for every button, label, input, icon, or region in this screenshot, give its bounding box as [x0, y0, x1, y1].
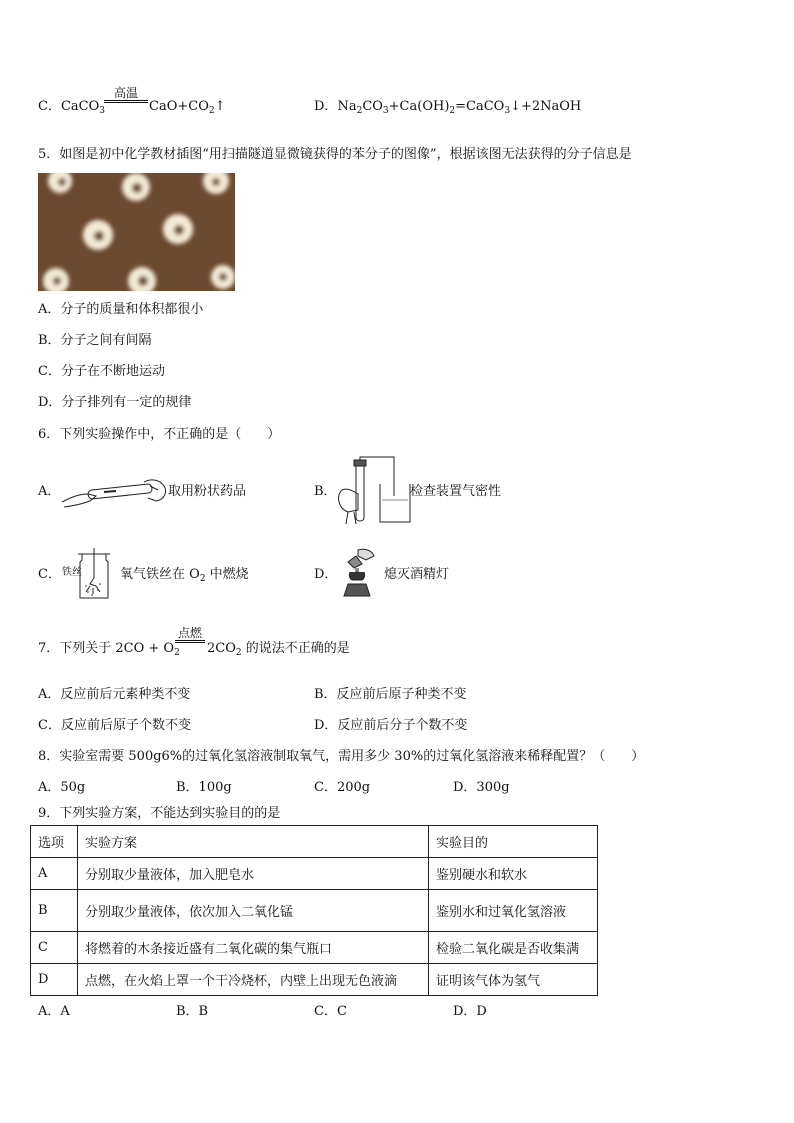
q9-option-c: C．C: [314, 1004, 347, 1019]
header-purpose: 实验目的: [429, 826, 598, 858]
reaction-condition-high-temp: 高温: [104, 86, 148, 103]
q7-stem-right: $2CO_2$ 的说法不正确的是: [207, 641, 350, 658]
table-row: [31, 964, 598, 996]
q4-option-c-product: $CaO+CO_2↑$: [149, 99, 226, 116]
cell-purpose: 证明该气体为氢气: [429, 964, 598, 996]
q8-stem: 8．实验室需要 500g6%的过氧化氢溶液制取氧气，需用多少 30%的过氧化氢溶液来稀释配置？（ ）: [38, 749, 645, 764]
equals-rule: [175, 640, 205, 643]
table-row: [31, 890, 598, 932]
q6-option-b-label: B．: [314, 484, 337, 499]
cell-option: B: [31, 890, 78, 932]
q8-option-c: C．200g: [314, 780, 371, 795]
option-label: C．: [38, 99, 61, 114]
q7-option-c: C．反应前后原子个数不变: [38, 718, 191, 733]
header-option: 选项: [31, 826, 78, 858]
cell-option: A: [31, 858, 78, 890]
reaction-condition-ignite: 点燃: [175, 626, 205, 643]
q4-option-c: C．CaCO$_3$: [38, 99, 105, 116]
table-row: [31, 858, 598, 890]
q6-option-a-text: 取用粉状药品: [168, 484, 247, 499]
q5-option-b: B．分子之间有间隔: [38, 333, 152, 348]
q7-option-a: A．反应前后元素种类不变: [38, 687, 191, 702]
cell-purpose: 检验二氧化碳是否收集满: [429, 932, 598, 964]
q7-option-d: D．反应前后分子个数不变: [314, 718, 468, 733]
header-plan: 实验方案: [78, 826, 429, 858]
q9-option-d: D．D: [453, 1004, 487, 1019]
q6-option-d-label: D．: [314, 567, 338, 582]
q5-option-a: A．分子的质量和体积都很小: [38, 302, 204, 317]
q9-option-a: A．A: [38, 1004, 70, 1019]
airtightness-check-figure: [334, 456, 412, 526]
q5-option-d: D．分子排列有一定的规律: [38, 395, 192, 410]
experiment-table: [30, 825, 598, 996]
q8-option-b: B．100g: [176, 780, 232, 795]
table-row: [31, 932, 598, 964]
cell-option: C: [31, 932, 78, 964]
cell-plan: 分别取少量液体，依次加入二氧化锰: [78, 890, 429, 932]
cell-purpose: 鉴别水和过氧化氢溶液: [429, 890, 598, 932]
cell-plan: 将燃着的木条接近盛有二氧化碳的集气瓶口: [78, 932, 429, 964]
cell-purpose: 鉴别硬水和软水: [429, 858, 598, 890]
q6-option-c-text: 氧气铁丝在 $O_2$ 中燃烧: [120, 567, 249, 584]
q6-option-d-text: 熄灭酒精灯: [384, 567, 450, 582]
cell-option: D: [31, 964, 78, 996]
q6-option-c-label: C．: [38, 567, 61, 582]
benzene-stm-image: [38, 173, 235, 291]
q6-option-b-text: 检查装置气密性: [410, 484, 502, 499]
q8-option-d: D．300g: [453, 780, 510, 795]
q8-option-a: A．50g: [38, 780, 86, 795]
q4-option-d: D．$Na_2CO_3+Ca(OH)_2=CaCO_3↓+2NaOH$: [314, 99, 582, 116]
table-header-row: [31, 826, 598, 858]
q5-stem: 5．如图是初中化学教材插图“用扫描隧道显微镜获得的苯分子的图像”，根据该图无法获得的分子信息是: [38, 147, 632, 162]
q9-stem: 9．下列实验方案，不能达到实验目的的是: [38, 806, 281, 821]
q7-stem-left: 7．下列关于 $2CO + O_2$: [38, 641, 180, 658]
fig-label-iron-wire: 铁丝: [62, 567, 82, 578]
fig-label-oxygen: 氧气: [120, 567, 147, 582]
cell-plan: 点燃，在火焰上罩一个干冷烧杯，内壁上出现无色液滴: [78, 964, 429, 996]
q6-option-a-label: A．: [38, 484, 61, 499]
q9-option-b: B．B: [176, 1004, 209, 1019]
alcohol-lamp-figure: [336, 546, 380, 598]
cell-plan: 分别取少量液体，加入肥皂水: [78, 858, 429, 890]
q6-stem: 6．下列实验操作中，不正确的是（ ）: [38, 427, 281, 442]
q5-option-c: C．分子在不断地运动: [38, 364, 165, 379]
q7-option-b: B．反应前后原子种类不变: [314, 687, 467, 702]
equals-rule: [104, 100, 148, 103]
test-tube-powder-figure: [60, 474, 170, 510]
